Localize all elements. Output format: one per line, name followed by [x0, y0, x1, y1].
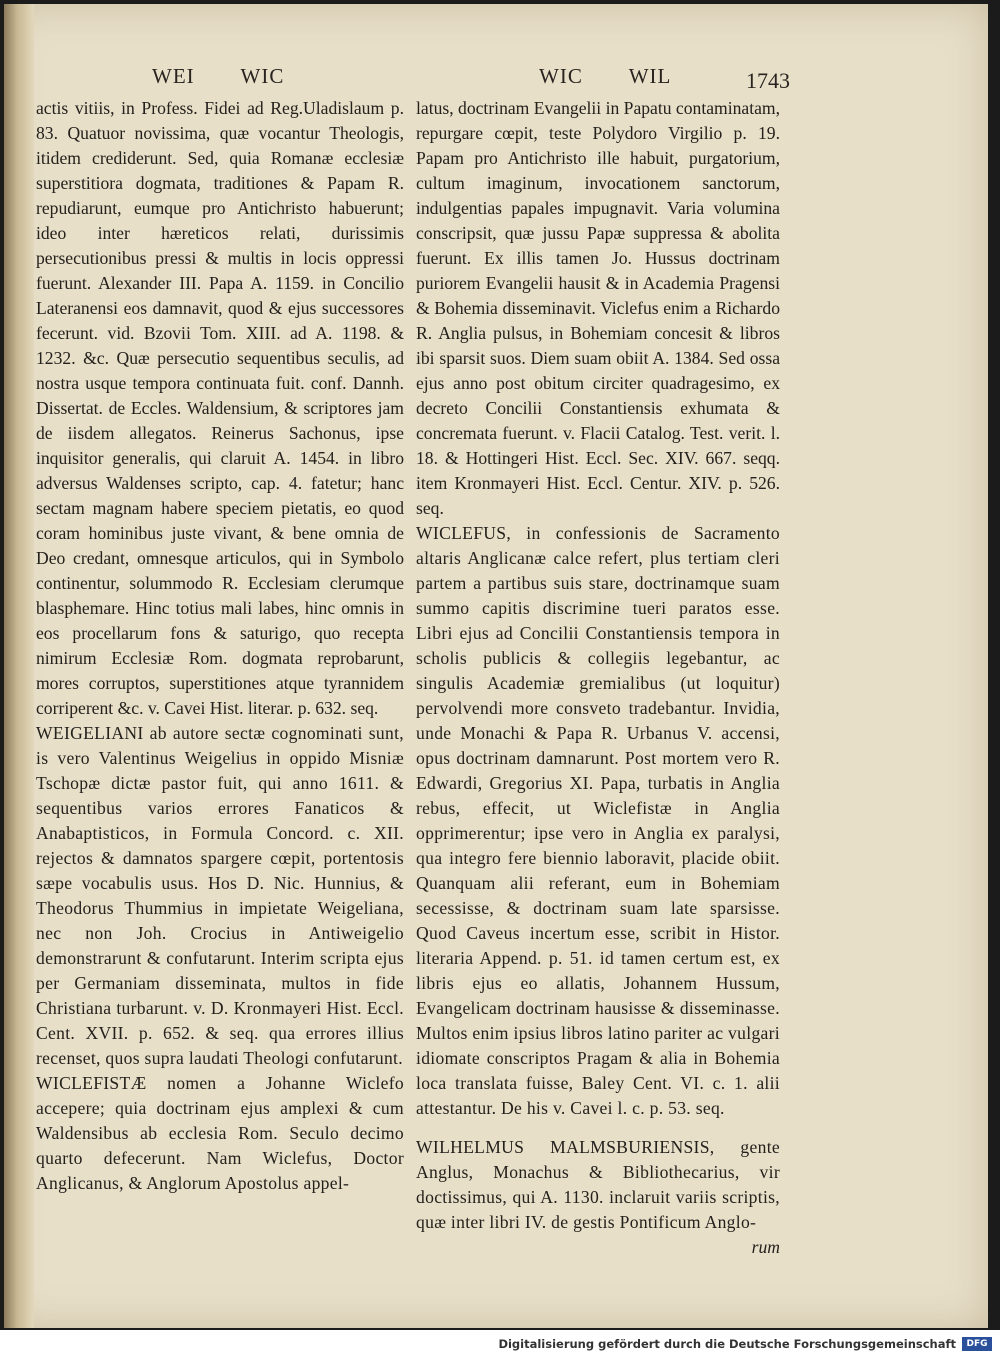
running-head-left: WEI WIC [152, 64, 285, 88]
entry-wiclefus: WICLEFUS, in confessionis de Sacramento altaris Anglicanæ calce refert, plus tertiam cleri partem a partibus suis stare, doctrinamque suam summo capitis discrimine tueri paratos esse. Libri ejus ad Concilii Constantiensis tempora in scholis publicis & collegiis legebantur, ac singulis Academiæ gremialibus (ut loquitur) pervolvendi more consveto tradebantur. Invidia, unde Monachi & Papa R. Urbanus V. accensi, opus doctrinam damnarunt. Post mortem vero R. Edwardi, Gregorius XI. Papa, turbatis in Anglia rebus, effecit, ut Wiclefistæ in Anglia opprimerentur; ipse vero in Anglia ex paralysi, qua integro fere biennio laboravit, placide obiit. Quanquam alii referant, eum in Bohemiam secessisse, & doctrinam suam late sparsisse. Quod Caveus incertum esse, scribit in Histor. literaria Append. p. 51. id tamen certum est, ex libris ejus eo allatis, Johannem Hussum, Evangelicam doctrinam hausisse & disseminasse. Multos enim ipsius libros latino pariter ac vulgari idiomate conscriptos Pragam & alia in Bohemia loca translata fuisse, Baley Cent. VI. c. 1. alii attestantur. De his v. Cavei l. c. p. 53. seq. [416, 523, 780, 1118]
dfg-logo: DFG [962, 1337, 992, 1351]
footer-credit-text: Digitalisierung gefördert durch die Deutsche Forschungsgemeinschaft [498, 1337, 956, 1351]
paragraph-wiclefus-continued: latus, doctrinam Evangelii in Papatu contaminatam, repurgare cœpit, teste Polydoro Virgilio p. 19. Papam pro Antichristo ille habuit, purgatorium, cultum imaginum, invocationem sanctorum, indulgentias papales impugnavit. Varia volumina conscripsit, quæ jussu Papæ suppressa & abolita fuerunt. Ex illis tamen Jo. Hussus doctrinam puriorem Evangelii hausit & in Academia Pragensi & Bohemia disseminavit. Viclefus enim a Richardo R. Anglia pulsus, in Bohemiam concesit & libros ibi sparsit suos. Diem suam obiit A. 1384. Sed ossa ejus anno post obitum circiter quadragesimo, ex decreto Concilii Constantiensis exhumata & concremata fuerunt. v. Flacii Catalog. Test. verit. l. 18. & Hottingeri Hist. Eccl. Sec. XIV. 667. seqq. item Kronmayeri Hist. Eccl. Centur. XIV. p. 526. seq. [416, 98, 780, 518]
running-head-right: WIC WIL [539, 64, 672, 88]
page-number: 1743 [746, 68, 790, 93]
digitization-footer [0, 1330, 1000, 1358]
left-column [36, 96, 404, 1196]
right-column [416, 96, 780, 1260]
entry-weigeliani: WEIGELIANI ab autore sectæ cognominati sunt, is vero Valentinus Weigelius in oppido Misniæ Tschopæ dictæ pastor fuit, qui anno 1611. & sequentibus varios errores Fanaticos & Anabaptisticos, in Formula Concord. c. XII. rejectos & damnatos spargere cœpit, portentosis sæpe vocabulis usus. Hos D. Nic. Hunnius, & Theodorus Thummius in impietate Weigeliana, nec non Joh. Crocius in Antiweigelio demonstrarunt & confutarunt. Interim scripta ejus per Germaniam disseminata, multos in fide Christiana turbarunt. v. D. Kronmayeri Hist. Eccl. Cent. XVII. p. 652. & seq. qua errores illius recenset, quos supra laudati Theologi confutarunt. [36, 723, 404, 1068]
paragraph-waldenses-continued: actis vitiis, in Profess. Fidei ad Reg.Uladislaum p. 83. Quatuor novissima, quæ vocantur Theologis, itidem crediderunt. Sed, quia Romanæ ecclesiæ superstitiora dogmata, traditiones & Papam R. repudiarunt, eumque pro Antichristo habuerunt; ideo inter hæreticos relati, durissimis persecutionibus pressi & multis in locis oppressi fuerunt. Alexander III. Papa A. 1159. in Concilio Lateranensi eos damnavit, quod & ejus successores fecerunt. vid. Bzovii Tom. XIII. ad A. 1198. & 1232. &c. Quæ persecutio sequentibus seculis, ad nostra usque tempora continuata fuit. conf. Dannh. Dissertat. de Eccles. Waldensium, & scriptores jam de iisdem allegatos. Reinerus Sachonus, ipse inquisitor generalis, qui claruit A. 1454. in libro adversus Waldenses scripto, cap. 4. fatetur; hanc sectam magnam habere speciem pietatis, eo quod coram hominibus juste vivant, & bene omnia de Deo credant, omnesque articulos, qui in Symbolo continentur, solummodo R. Ecclesiam clerumque blasphemare. Hinc totius mali labes, hinc omnis in eos procellarum fons & saturigo, quo recepta nimirum Ecclesiæ Rom. dogmata reprobarunt, mores corruptos, superstitiones atque tyrannidem corriperent &c. v. Cavei Hist. literar. p. 632. seq. [36, 98, 404, 718]
entry-wiclefistae: WICLEFISTÆ nomen a Johanne Wiclefo accepere; quia doctrinam ejus amplexi & cum Waldensibus ab ecclesia Rom. Seculo decimo quarto defecerunt. Nam Wiclefus, Doctor Anglicanus, & Anglorum Apostolus appel- [36, 1073, 404, 1193]
entry-wilhelmus-malmsburiensis: WILHELMUS MALMSBURIENSIS, gente Anglus, Monachus & Bibliothecarius, vir doctissimus, qui A. 1130. inclaruit variis scriptis, quæ inter libri IV. de gestis Pontificum Anglo- [416, 1137, 780, 1232]
book-page [4, 4, 988, 1328]
page-binding-shadow [4, 4, 34, 1328]
catchword: rum [751, 1237, 780, 1257]
